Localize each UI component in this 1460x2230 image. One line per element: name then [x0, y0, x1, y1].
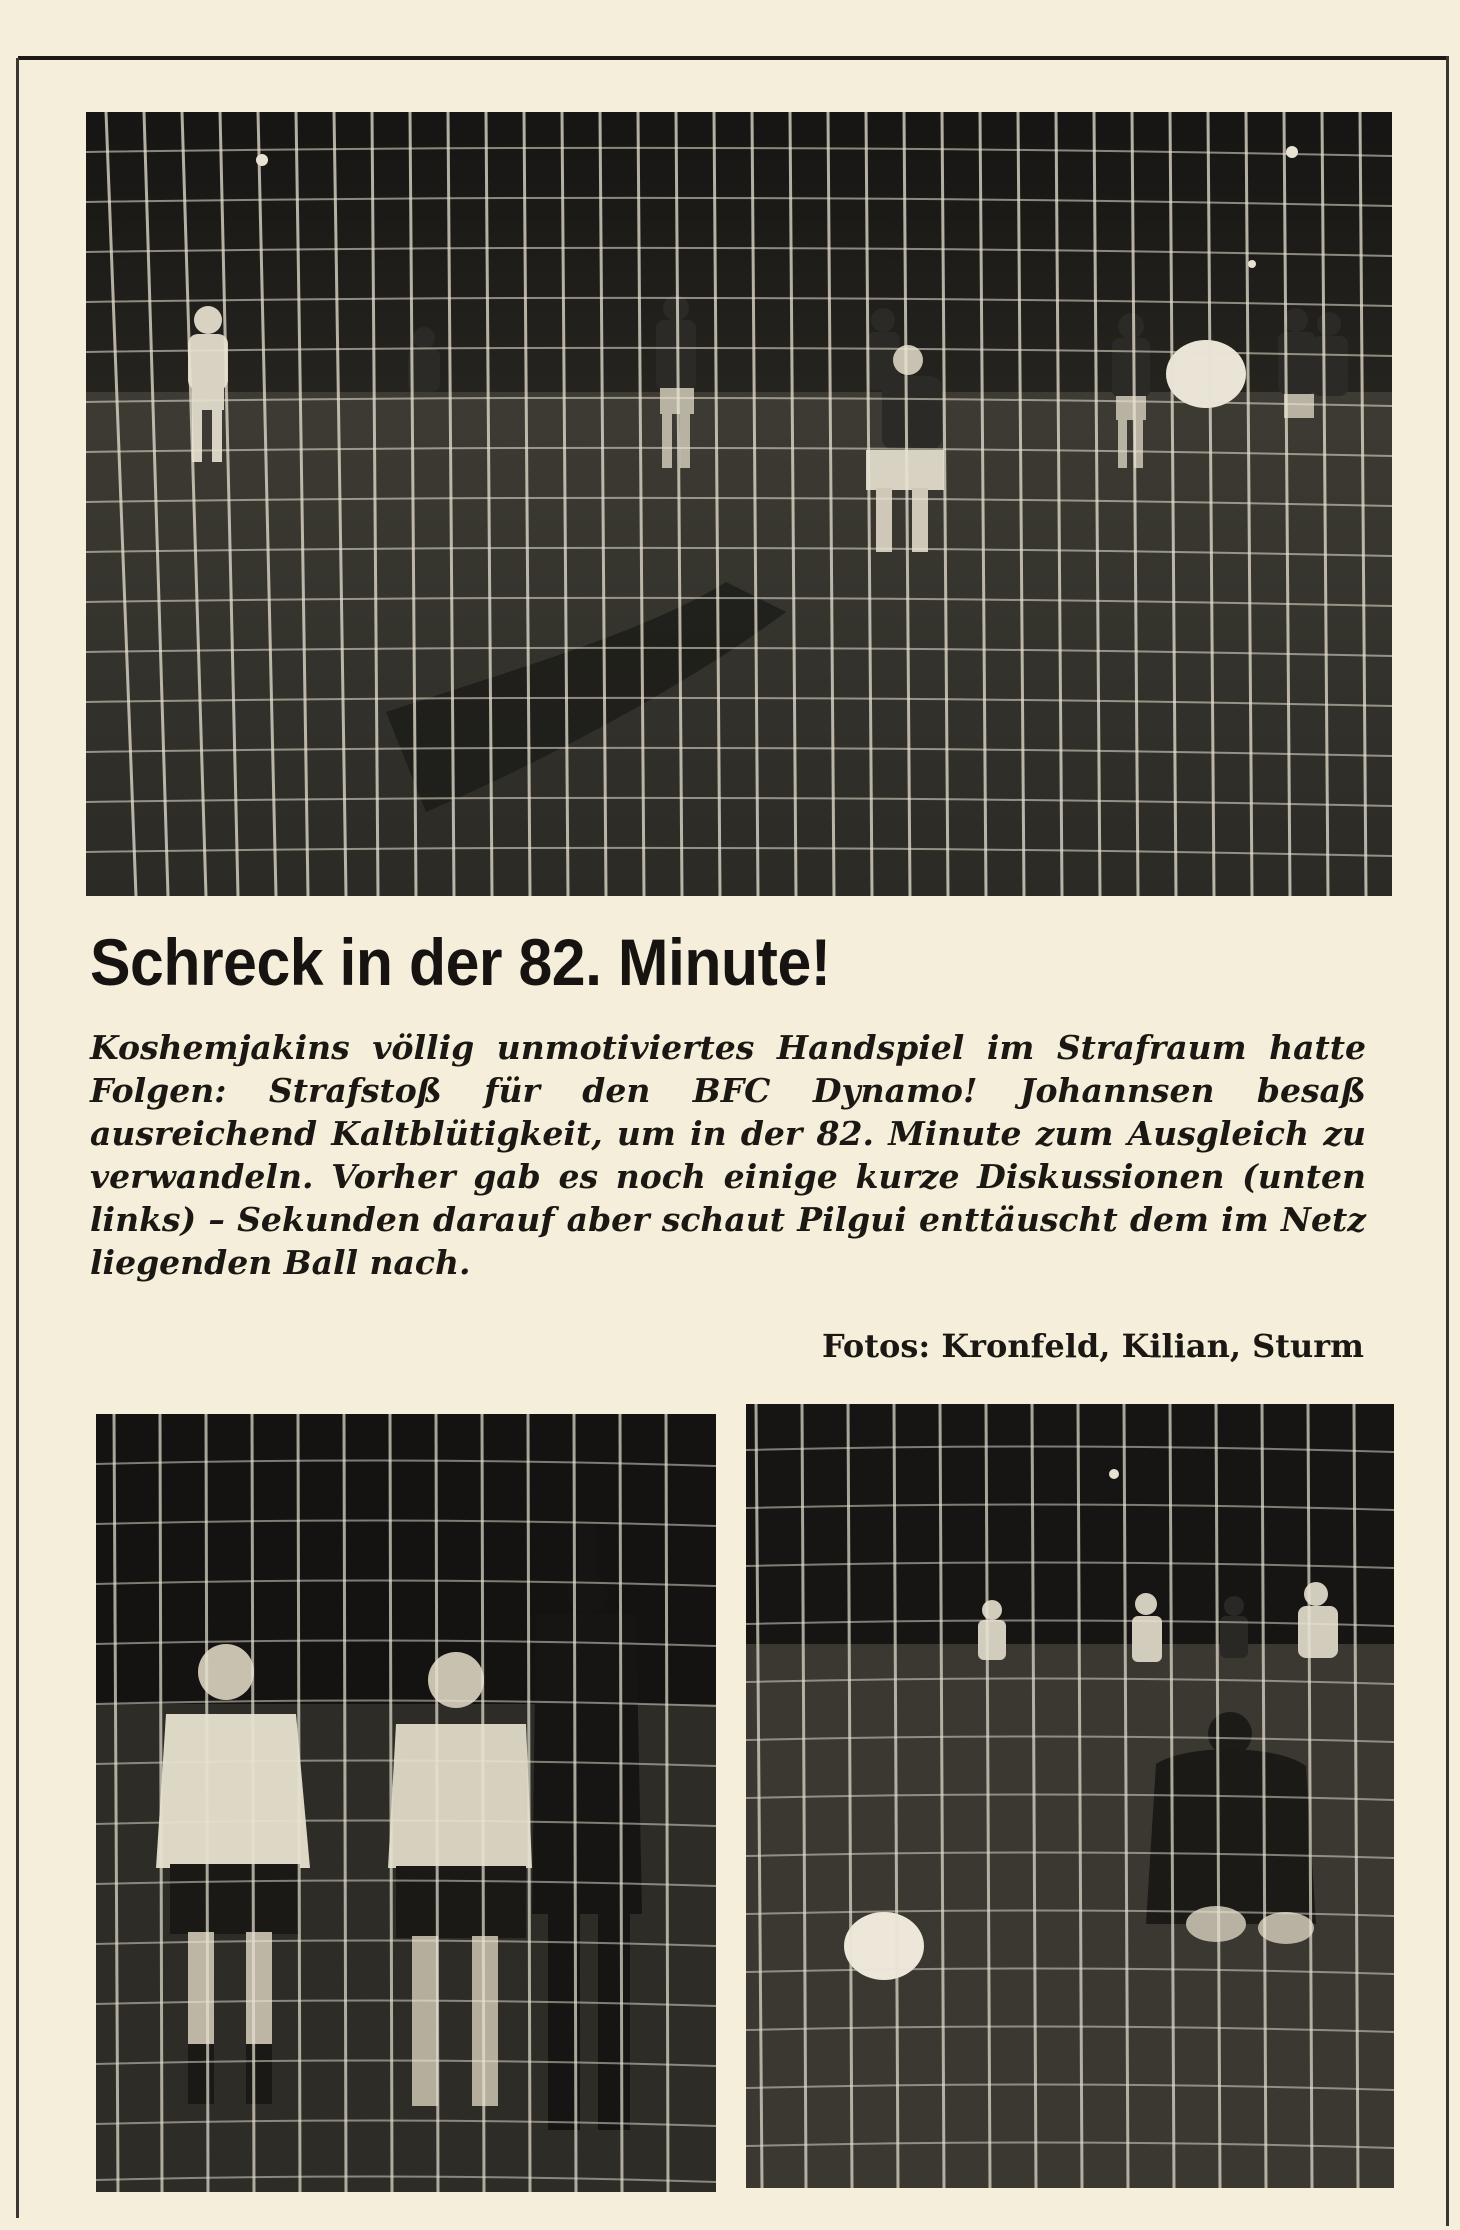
photo-ball-in-net-image: [746, 1404, 1394, 2188]
left-rule: [16, 58, 19, 2218]
headline: Schreck in der 82. Minute!: [90, 925, 831, 999]
photo-discussion-image: [96, 1414, 716, 2192]
photo-caption: Koshemjakins völlig unmotiviertes Handspiel im Strafraum hatte Folgen: Strafstoß für den BFC Dynamo! Johannsen besaß ausreichend Kaltblütigkeit, um in der 82. Minute zum Ausgleich zu verwandeln. Vorher gab es noch einige kurze Diskussionen (unten links) – Sekunden darauf aber schaut Pilgui enttäuscht dem im Netz liegenden Ball nach.: [90, 1028, 1366, 1282]
photo-ball-in-net: [746, 1404, 1394, 2188]
photo-credits: Fotos: Kronfeld, Kilian, Sturm: [821, 1327, 1364, 1365]
photo-penalty-kick: [86, 112, 1392, 896]
top-rule: [18, 56, 1448, 60]
photo-discussion: [96, 1414, 716, 2192]
right-rule: [1446, 56, 1449, 2226]
photo-penalty-kick-image: [86, 112, 1392, 896]
